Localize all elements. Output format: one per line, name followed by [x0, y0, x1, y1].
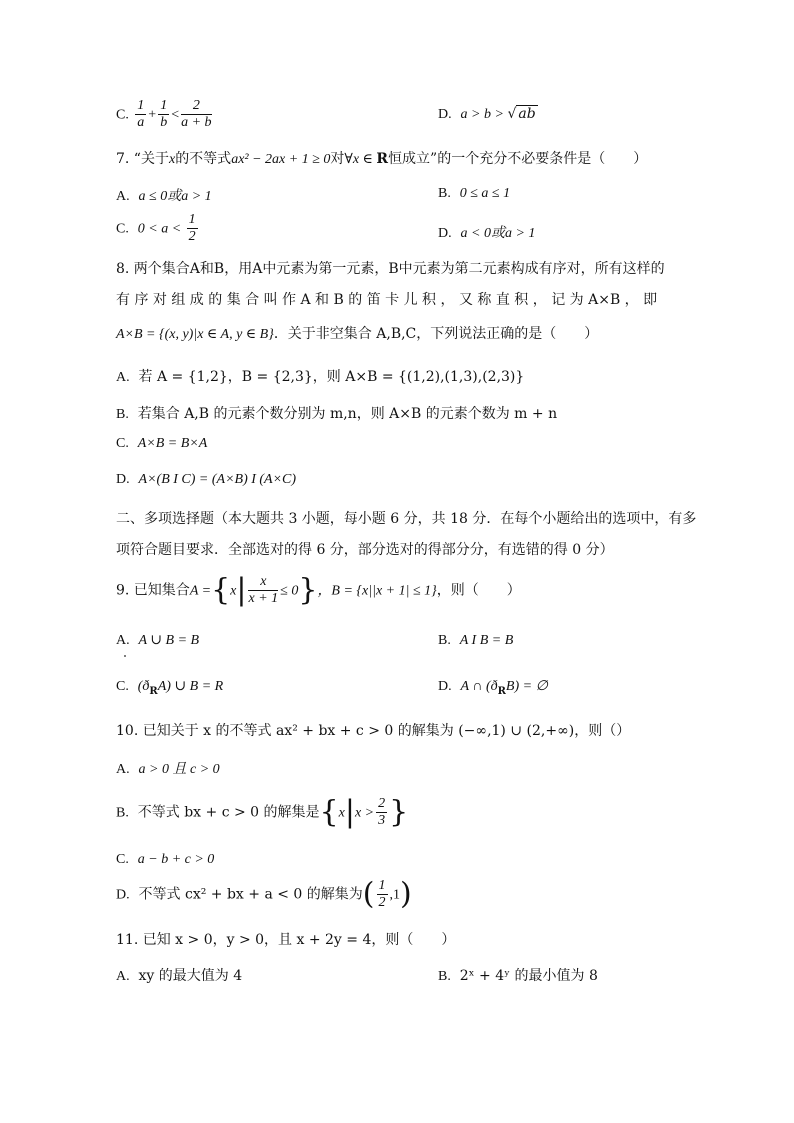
q7-stem: 7. “关于x的不等式ax² − 2ax + 1 ≥ 0对∀x ∈ R恒成立”的一个充分不必要条件是（ ） [116, 151, 648, 167]
right-brace: } [389, 794, 409, 830]
q11-option-a: A. xy 的最大值为 4 [116, 968, 243, 984]
q10-option-b: B. 不等式 bx + c > 0 的解集是{x|x > $\frac{2}{3}$ } [116, 794, 409, 830]
left-brace: { [211, 572, 231, 608]
fraction: $\frac{x}{x + 1}$ [248, 574, 279, 606]
q8-option-a: A. 若 A = {1,2}，B = {2,3}，则 A×B = {(1,2),(1,3),(2,3)} [116, 369, 525, 385]
q8-option-c: C. A×B = B×A [116, 436, 208, 451]
fraction: $\frac{1}{2}$ [188, 212, 196, 244]
q8-stem-line1: 8. 两个集合A和B，用A中元素为第一元素，B中元素为第二元素构成有序对，所有这样的 [116, 261, 665, 277]
q8-stem-line3: A×B = {(x, y)|x ∈ A, y ∈ B}．关于非空集合 A,B,C，下列说法正确的是（ ） [116, 326, 599, 342]
right-brace: } [298, 572, 318, 608]
q10-option-d: D. 不等式 cx² + bx + a < 0 的解集为( $\frac{1}{2}$ ,1) [116, 876, 412, 912]
left-brace: { [319, 794, 339, 830]
q9-option-a: A. A ∪ B = B [116, 633, 200, 648]
q9-option-b: B. A I B = B [438, 633, 514, 648]
q10-option-a: A. a > 0 且 c > 0 [116, 762, 220, 777]
q7-option-d: D. a < 0或a > 1 [438, 226, 536, 241]
section-heading-line1: 二、多项选择题（本大题共 3 小题，每小题 6 分，共 18 分．在每个小题给出的选项中，有多 [116, 511, 697, 527]
fraction: $\frac{1}{b}$ [160, 98, 168, 130]
fraction: $\frac{2}{3}$ [378, 796, 386, 828]
q9-option-d: D. A ∩ $(ð_RB)$ = ∅ [438, 679, 548, 697]
q8-stem-line2: 有 序 对 组 成 的 集 合 叫 作 A 和 B 的 笛 卡 儿 积 ， 又 称 直 积 ， 记 为 A×B ， 即 [116, 292, 658, 308]
q8-option-d: D. A×(B I C) = (A×B) I (A×C) [116, 472, 297, 487]
q7-option-c: C. 0 < a < $\frac{1}{2}$ [116, 212, 196, 244]
left-paren: ( [362, 876, 375, 912]
q6-option-d: D. a > b > √ ab [438, 106, 536, 122]
section-heading-line2: 项符合题目要求．全部选对的得 6 分，部分选对的得部分分，有选错的得 0 分） [116, 542, 614, 558]
q10-option-c: C. a − b + c > 0 [116, 852, 215, 867]
right-paren: ) [400, 876, 412, 912]
q9-stem: 9. 已知集合A ={x| $\frac{x}{x + 1}$ ≤ 0}，B = {x||x + 1| ≤ 1}，则（ ） [116, 572, 521, 608]
stray-dot [124, 655, 126, 657]
option-label: C. [116, 107, 129, 123]
q7-option-b: B. 0 ≤ a ≤ 1 [438, 186, 511, 201]
q6-option-c: C. $\frac{1}{a}$ + $\frac{1}{b}$ < $\frac{2}{a + b}$ [116, 98, 212, 130]
q8-option-b: B. 若集合 A,B 的元素个数分别为 m,n，则 A×B 的元素个数为 m + n [116, 406, 558, 422]
q10-stem: 10. 已知关于 x 的不等式 ax² + bx + c > 0 的解集为 (−∞,1) ∪ (2,+∞)，则（） [116, 723, 631, 739]
q11-stem: 11. 已知 x > 0，y > 0，且 x + 2y = 4，则（ ） [116, 932, 456, 948]
bar: | [236, 572, 247, 608]
fraction: $\frac{1}{a}$ [137, 98, 145, 130]
fraction: $\frac{1}{2}$ [378, 878, 386, 910]
q7-option-a: A. a ≤ 0或a > 1 [116, 189, 212, 204]
bar: | [344, 794, 355, 830]
q9-option-c: C. $(ð_RA)$ ∪ B = R [116, 679, 224, 697]
fraction: $\frac{2}{a + b}$ [181, 98, 212, 130]
q11-option-b: B. 2ˣ + 4ʸ 的最小值为 8 [438, 968, 598, 984]
